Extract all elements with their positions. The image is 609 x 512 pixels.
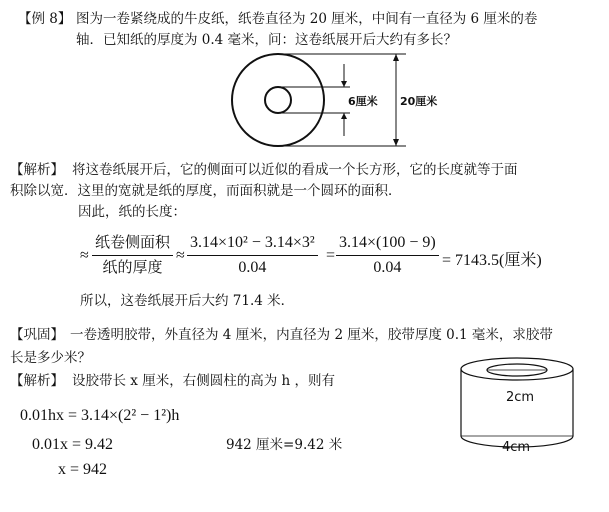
example8-label: 【例 8】 (18, 11, 72, 27)
approx-symbol-2: ≈ (176, 247, 185, 264)
inner-circle (265, 87, 291, 113)
inner-diameter-2cm-label: 2cm (506, 390, 535, 405)
equation-3: x = 942 (58, 461, 108, 478)
analysis-conclusion: 所以，这卷纸展开后大约 71.4 米． (80, 293, 295, 309)
consolidate-line2: 长是多少米？ (10, 350, 91, 366)
fraction1-denominator: 纸的厚度 (102, 260, 163, 276)
fraction3-denominator: 0.04 (373, 259, 402, 276)
paper-roll-figure (228, 50, 428, 156)
approx-symbol-1: ≈ (80, 247, 89, 264)
analysis-line2: 积除以宽．这里的宽就是纸的厚度，而面积就是一个圆环的面积． (10, 183, 402, 199)
outer-diameter-label: 20厘米 (400, 95, 438, 108)
outer-diameter-4cm-label: 4cm (502, 440, 531, 455)
example8-line2: 轴．已知纸的厚度为 0.4 毫米，问：这卷纸展开后大约有多长？ (76, 32, 458, 48)
analysis-line1: 将这卷纸展开后，它的侧面可以近似的看成一个长方形，它的长度就等于面 (72, 162, 518, 178)
fraction2-numerator: 3.14×10² − 3.14×3² (190, 234, 315, 251)
equation-1: 0.01hx = 3.14×(2² − 1²)h (20, 407, 180, 424)
analysis2-text: 设胶带长 x 厘米，右侧圆柱的高为 h ，则有 (72, 373, 335, 389)
equals-symbol-1: = (326, 247, 336, 264)
fraction1-numerator: 纸卷侧面积 (95, 235, 171, 251)
analysis2-label: 【解析】 (10, 373, 64, 389)
outer-circle (232, 54, 324, 146)
consolidate-line1: 一卷透明胶带，外直径为 4 厘米，内直径为 2 厘米，胶带厚度 0.1 毫米，求胶带 (70, 327, 553, 343)
analysis-line3: 因此，纸的长度： (78, 204, 186, 220)
fraction2-denominator: 0.04 (238, 259, 267, 276)
analysis-label: 【解析】 (10, 162, 64, 178)
outer-top-ellipse (461, 358, 573, 380)
equation-2: 0.01x = 9.42 (32, 436, 114, 453)
fraction-area-over-thickness (92, 233, 173, 278)
consolidate-label: 【巩固】 (10, 327, 64, 343)
inner-diameter-label: 6厘米 (348, 95, 378, 108)
example8-line1: 图为一卷紧绕成的牛皮纸，纸卷直径为 20 厘米，中间有一直径为 6 厘米的卷 (76, 11, 538, 27)
formula-result: = 7143.5(厘米) (442, 252, 542, 269)
fraction3-numerator: 3.14×(100 − 9) (339, 234, 436, 251)
fraction-numeric-2 (336, 233, 439, 278)
unit-conversion-note: 942 厘米=9.42 米 (226, 437, 343, 453)
fraction-numeric-1 (187, 233, 318, 278)
